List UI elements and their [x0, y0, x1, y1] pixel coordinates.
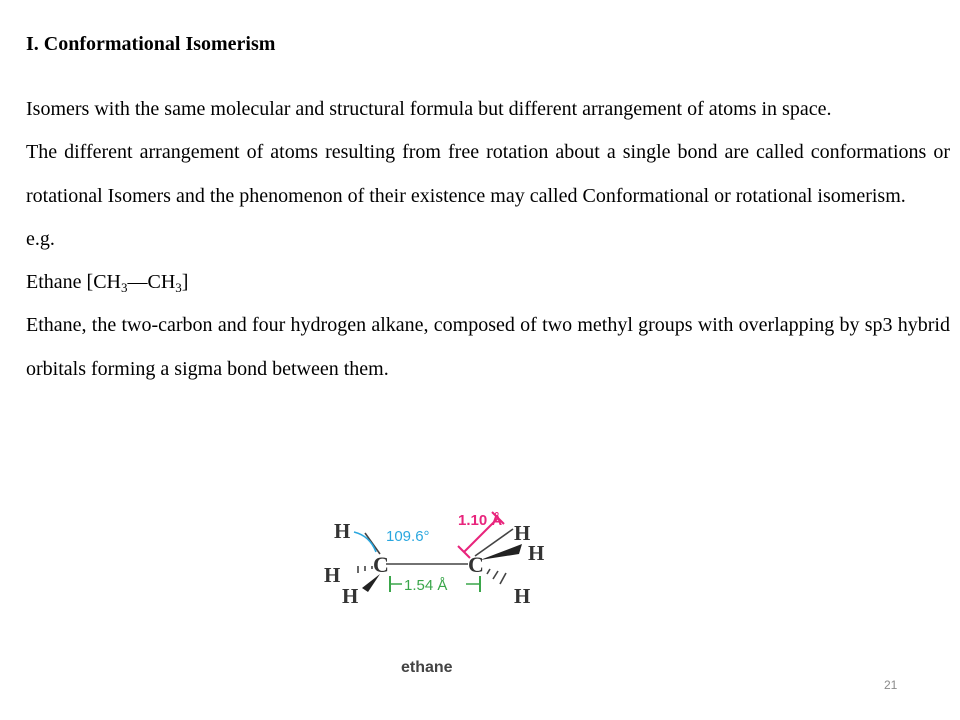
ch-length-label: 1.10 Å	[458, 512, 503, 529]
formula-prefix: Ethane [CH	[26, 271, 121, 294]
cc-length-label: 1.54 Å	[404, 577, 448, 594]
formula-middle: —CH	[127, 271, 176, 294]
atom-hydrogen-6: H	[514, 584, 531, 608]
ethane-structure-figure	[300, 496, 570, 686]
hash-bond-right	[487, 569, 506, 584]
atom-carbon-left: C	[373, 552, 389, 577]
formula-subscript-1: 3	[120, 280, 128, 296]
ethane-structure-diagram	[300, 496, 570, 686]
atom-hydrogen-2: H	[324, 563, 341, 587]
figure-caption: ethane	[401, 659, 453, 676]
page-number: 21	[884, 678, 898, 692]
atom-hydrogen-1: H	[334, 519, 351, 543]
ethane-formula	[26, 261, 950, 304]
definition-paragraph: Isomers with the same molecular and structural formula but different arrangement of atoms in space.	[26, 98, 832, 120]
slide-body	[26, 88, 950, 391]
formula-suffix: ]	[181, 271, 189, 294]
example-label: e.g.	[26, 227, 55, 250]
atom-hydrogen-5: H	[528, 541, 545, 565]
wedge-bond-right	[480, 544, 522, 560]
ethane-description-paragraph: Ethane, the two-carbon and four hydrogen alkane, composed of two methyl groups with overlapping by sp3 hybrid orbitals forming a sigma bond between them.	[26, 314, 950, 380]
atom-hydrogen-4: H	[514, 521, 531, 545]
atom-carbon-right: C	[468, 552, 484, 577]
hash-bond-left	[358, 566, 372, 573]
formula-subscript-2: 3	[175, 280, 182, 296]
conformations-paragraph: The different arrangement of atoms resulting from free rotation about a single bond are called conformations or rotational Isomers and the phenomenon of their existence may called Conformational or rotational isomerism.	[26, 141, 950, 207]
atom-hydrogen-3: H	[342, 584, 359, 608]
bond-angle-arc	[354, 532, 376, 552]
slide-heading: I. Conformational Isomerism	[26, 33, 276, 55]
bond-angle-label: 109.6°	[386, 528, 430, 545]
